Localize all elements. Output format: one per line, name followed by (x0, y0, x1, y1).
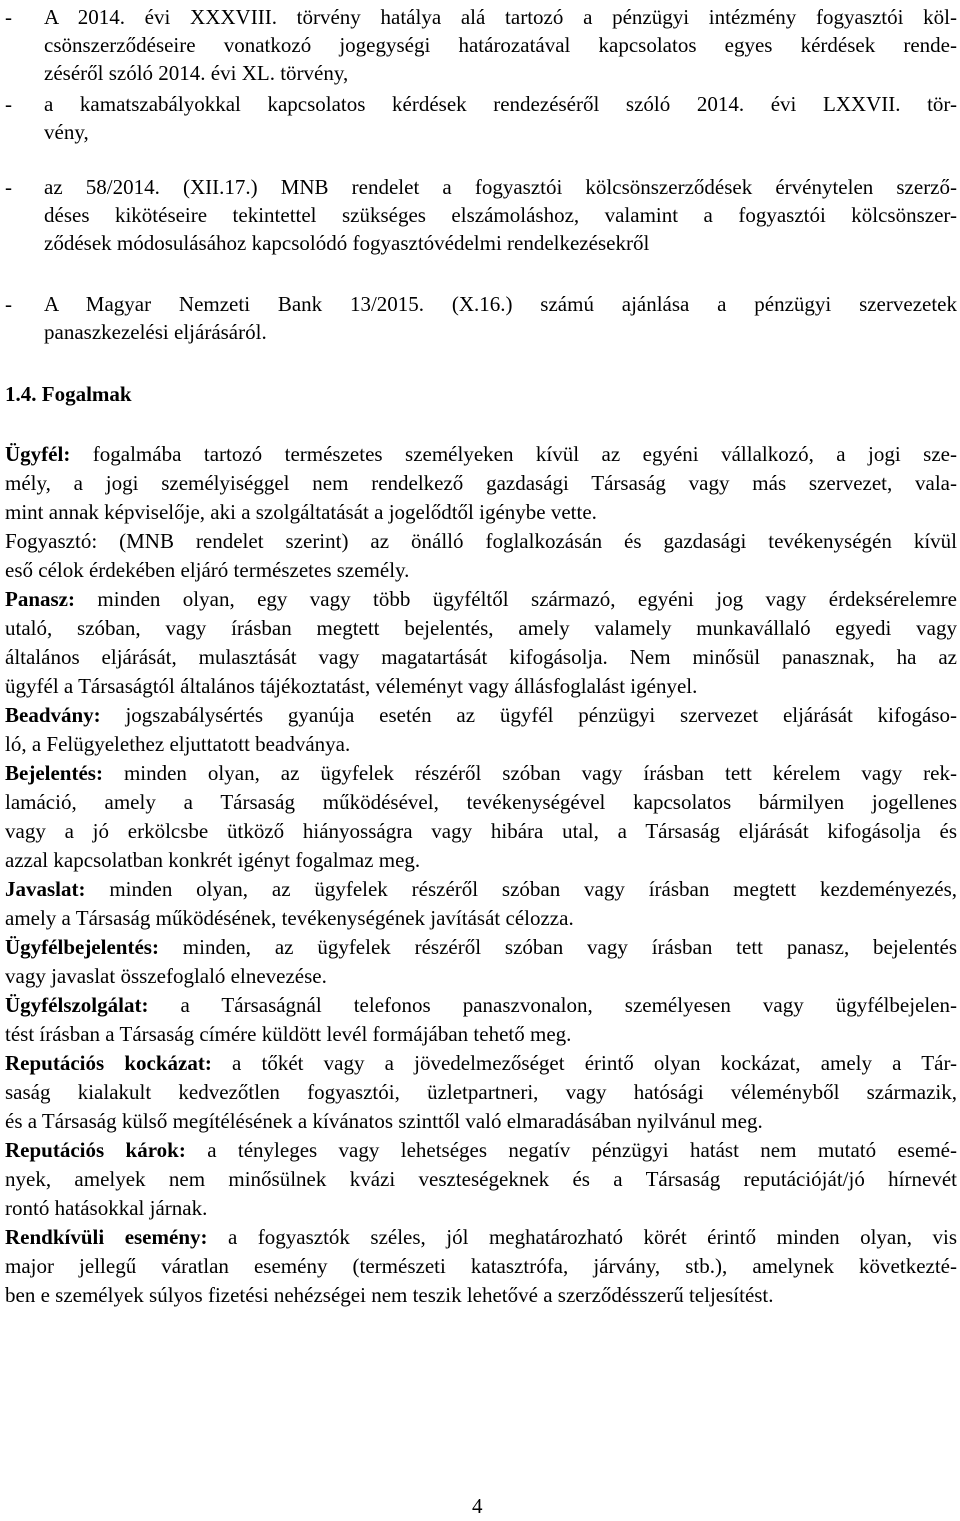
definition-line (5, 991, 957, 1019)
reference-line: déses kikötéseire tekintettel szükséges elszámoláshoz, valamint a fogyasztói kölcsönszer- (44, 203, 957, 227)
definition-text: minden olyan, az ügyfelek részéről szóban vagy írásban megtett kezdeményezés, (85, 877, 957, 901)
definition-line (5, 1223, 957, 1251)
definition-line: ben e személyek súlyos fizetési nehézségei nem teszik lehetővé a szerződésszerű teljesítést. (5, 1283, 774, 1307)
reference-line: ződések módosulásához kapcsolódó fogyasztóvédelmi rendelkezésekről (44, 231, 650, 255)
definition-line: amely a Társaság működésének, tevékenységének javítását célozza. (5, 906, 574, 930)
definition-line: lamáció, amely a Társaság működésével, tevékenységével kapcsolatos bármilyen jogellenes (5, 790, 957, 814)
definition-line: azzal kapcsolatban konkrét igényt fogalmaz meg. (5, 848, 421, 872)
definition-term: Ügyfél: (5, 442, 71, 466)
reference-line: A Magyar Nemzeti Bank 13/2015. (X.16.) számú ajánlása a pénzügyi szervezetek (44, 292, 957, 316)
reference-line: zéséről szóló 2014. évi XL. törvény, (44, 61, 349, 85)
definition-term: Panasz: (5, 587, 75, 611)
definition-line: nyek, amelyek nem minősülnek kvázi veszteségeknek és a Társaság reputációját/jó hírnevét (5, 1167, 957, 1191)
definition-line: rontó hatásokkal járnak. (5, 1196, 208, 1220)
reference-line: csönszerződéseire vonatkozó jogegységi határozatával kapcsolatos egyes kérdések rende- (44, 33, 957, 57)
definition-term: Ügyfélbejelentés: (5, 935, 159, 959)
reference-line: az 58/2014. (XII.17.) MNB rendelet a fogyasztói kölcsönszerződések érvénytelen szerző- (44, 175, 957, 199)
definition-line: eső célok érdekében eljáró természetes személy. (5, 558, 410, 582)
definition-line (5, 875, 957, 903)
definition-text: fogalmába tartozó természetes személyeken kívül az egyéni vállalkozó, a jogi sze- (70, 442, 957, 466)
reference-line: panaszkezelési eljárásáról. (44, 320, 267, 344)
definition-line: tést írásban a Társaság címére küldött levél formájában tehető meg. (5, 1022, 572, 1046)
definition-term: Ügyfélszolgálat: (5, 993, 149, 1017)
definition-line: ügyfél a Társaságtól általános tájékoztatást, véleményt vagy állásfoglalást igényel. (5, 674, 698, 698)
reference-line: a kamatszabályokkal kapcsolatos kérdések rendezéséről szóló 2014. évi LXXVII. tör- (44, 92, 957, 116)
definition-line (5, 1049, 957, 1077)
definition-line: és a Társaság külső megítélésének a kívánatos szinttől való elmaradásában nyilvánul meg. (5, 1109, 763, 1133)
definition-line: ló, a Felügyelethez eljuttatott beadványa. (5, 732, 351, 756)
definition-text: a tényleges vagy lehetséges negatív pénzügyi hatást nem mutató esemé- (185, 1138, 957, 1162)
definition-line: major jellegű váratlan esemény (természeti katasztrófa, járvány, stb.), amelynek következté- (5, 1254, 957, 1278)
definition-text: minden olyan, az ügyfelek részéről szóban vagy írásban tett kérelem vagy rek- (102, 761, 957, 785)
definition-term: Reputációs kockázat: (5, 1051, 212, 1075)
definition-line (5, 585, 957, 613)
reference-line: vény, (44, 120, 89, 144)
definition-line (5, 933, 957, 961)
definition-text: minden olyan, egy vagy több ügyféltől származó, egyéni jog vagy érdeksérelemre (75, 587, 957, 611)
list-dash: - (5, 292, 12, 316)
definition-line: utaló, szóban, vagy írásban megtett bejelentés, amely valamely munkavállaló egyedi vagy (5, 616, 957, 640)
definition-line: saság kialakult kedvezőtlen fogyasztói, üzletpartneri, vagy hatósági véleményből származik, (5, 1080, 957, 1104)
definition-line (5, 1136, 957, 1164)
section-heading: 1.4. Fogalmak (5, 382, 132, 406)
definition-term: Javaslat: (5, 877, 86, 901)
definition-line: mély, a jogi személyiséggel nem rendelkező gazdasági Társaság vagy más szervezet, vala- (5, 471, 957, 495)
list-dash: - (5, 175, 12, 199)
list-dash: - (5, 92, 12, 116)
list-dash: - (5, 5, 12, 29)
definition-line: Fogyasztó: (MNB rendelet szerint) az önálló foglalkozásán és gazdasági tevékenységén kívül (5, 529, 957, 553)
definition-line (5, 759, 957, 787)
page-number: 4 (472, 1494, 483, 1518)
definition-term: Beadvány: (5, 703, 101, 727)
definition-line (5, 701, 957, 729)
reference-line: A 2014. évi XXXVIII. törvény hatálya alá tartozó a pénzügyi intézmény fogyasztói köl- (44, 5, 957, 29)
definition-text: a tőkét vagy a jövedelmezőséget érintő olyan kockázat, amely a Tár- (211, 1051, 957, 1075)
definition-text: jogszabálysértés gyanúja esetén az ügyfél pénzügyi szervezet eljárását kifogáso- (100, 703, 957, 727)
definition-term: Reputációs károk: (5, 1138, 186, 1162)
definition-text: a Társaságnál telefonos panaszvonalon, személyesen vagy ügyfélbejelen- (148, 993, 957, 1017)
definition-line: vagy a jó erkölcsbe ütköző hiányosságra vagy hibára utal, a Társaság eljárását kifogásolja és (5, 819, 957, 843)
definition-line: mint annak képviselője, aki a szolgáltatását a jogelődtől igénybe vette. (5, 500, 597, 524)
definition-line (5, 440, 957, 468)
definition-term: Rendkívüli esemény: (5, 1225, 208, 1249)
definition-term: Bejelentés: (5, 761, 103, 785)
definition-line: általános eljárását, mulasztását vagy magatartását kifogásolja. Nem minősül panasznak, ha az (5, 645, 957, 669)
definition-text: minden, az ügyfelek részéről szóban vagy írásban tett panasz, bejelentés (158, 935, 957, 959)
definition-line: vagy javaslat összefoglaló elnevezése. (5, 964, 327, 988)
definition-text: a fogyasztók széles, jól meghatározható körét érintő minden olyan, vis (207, 1225, 957, 1249)
